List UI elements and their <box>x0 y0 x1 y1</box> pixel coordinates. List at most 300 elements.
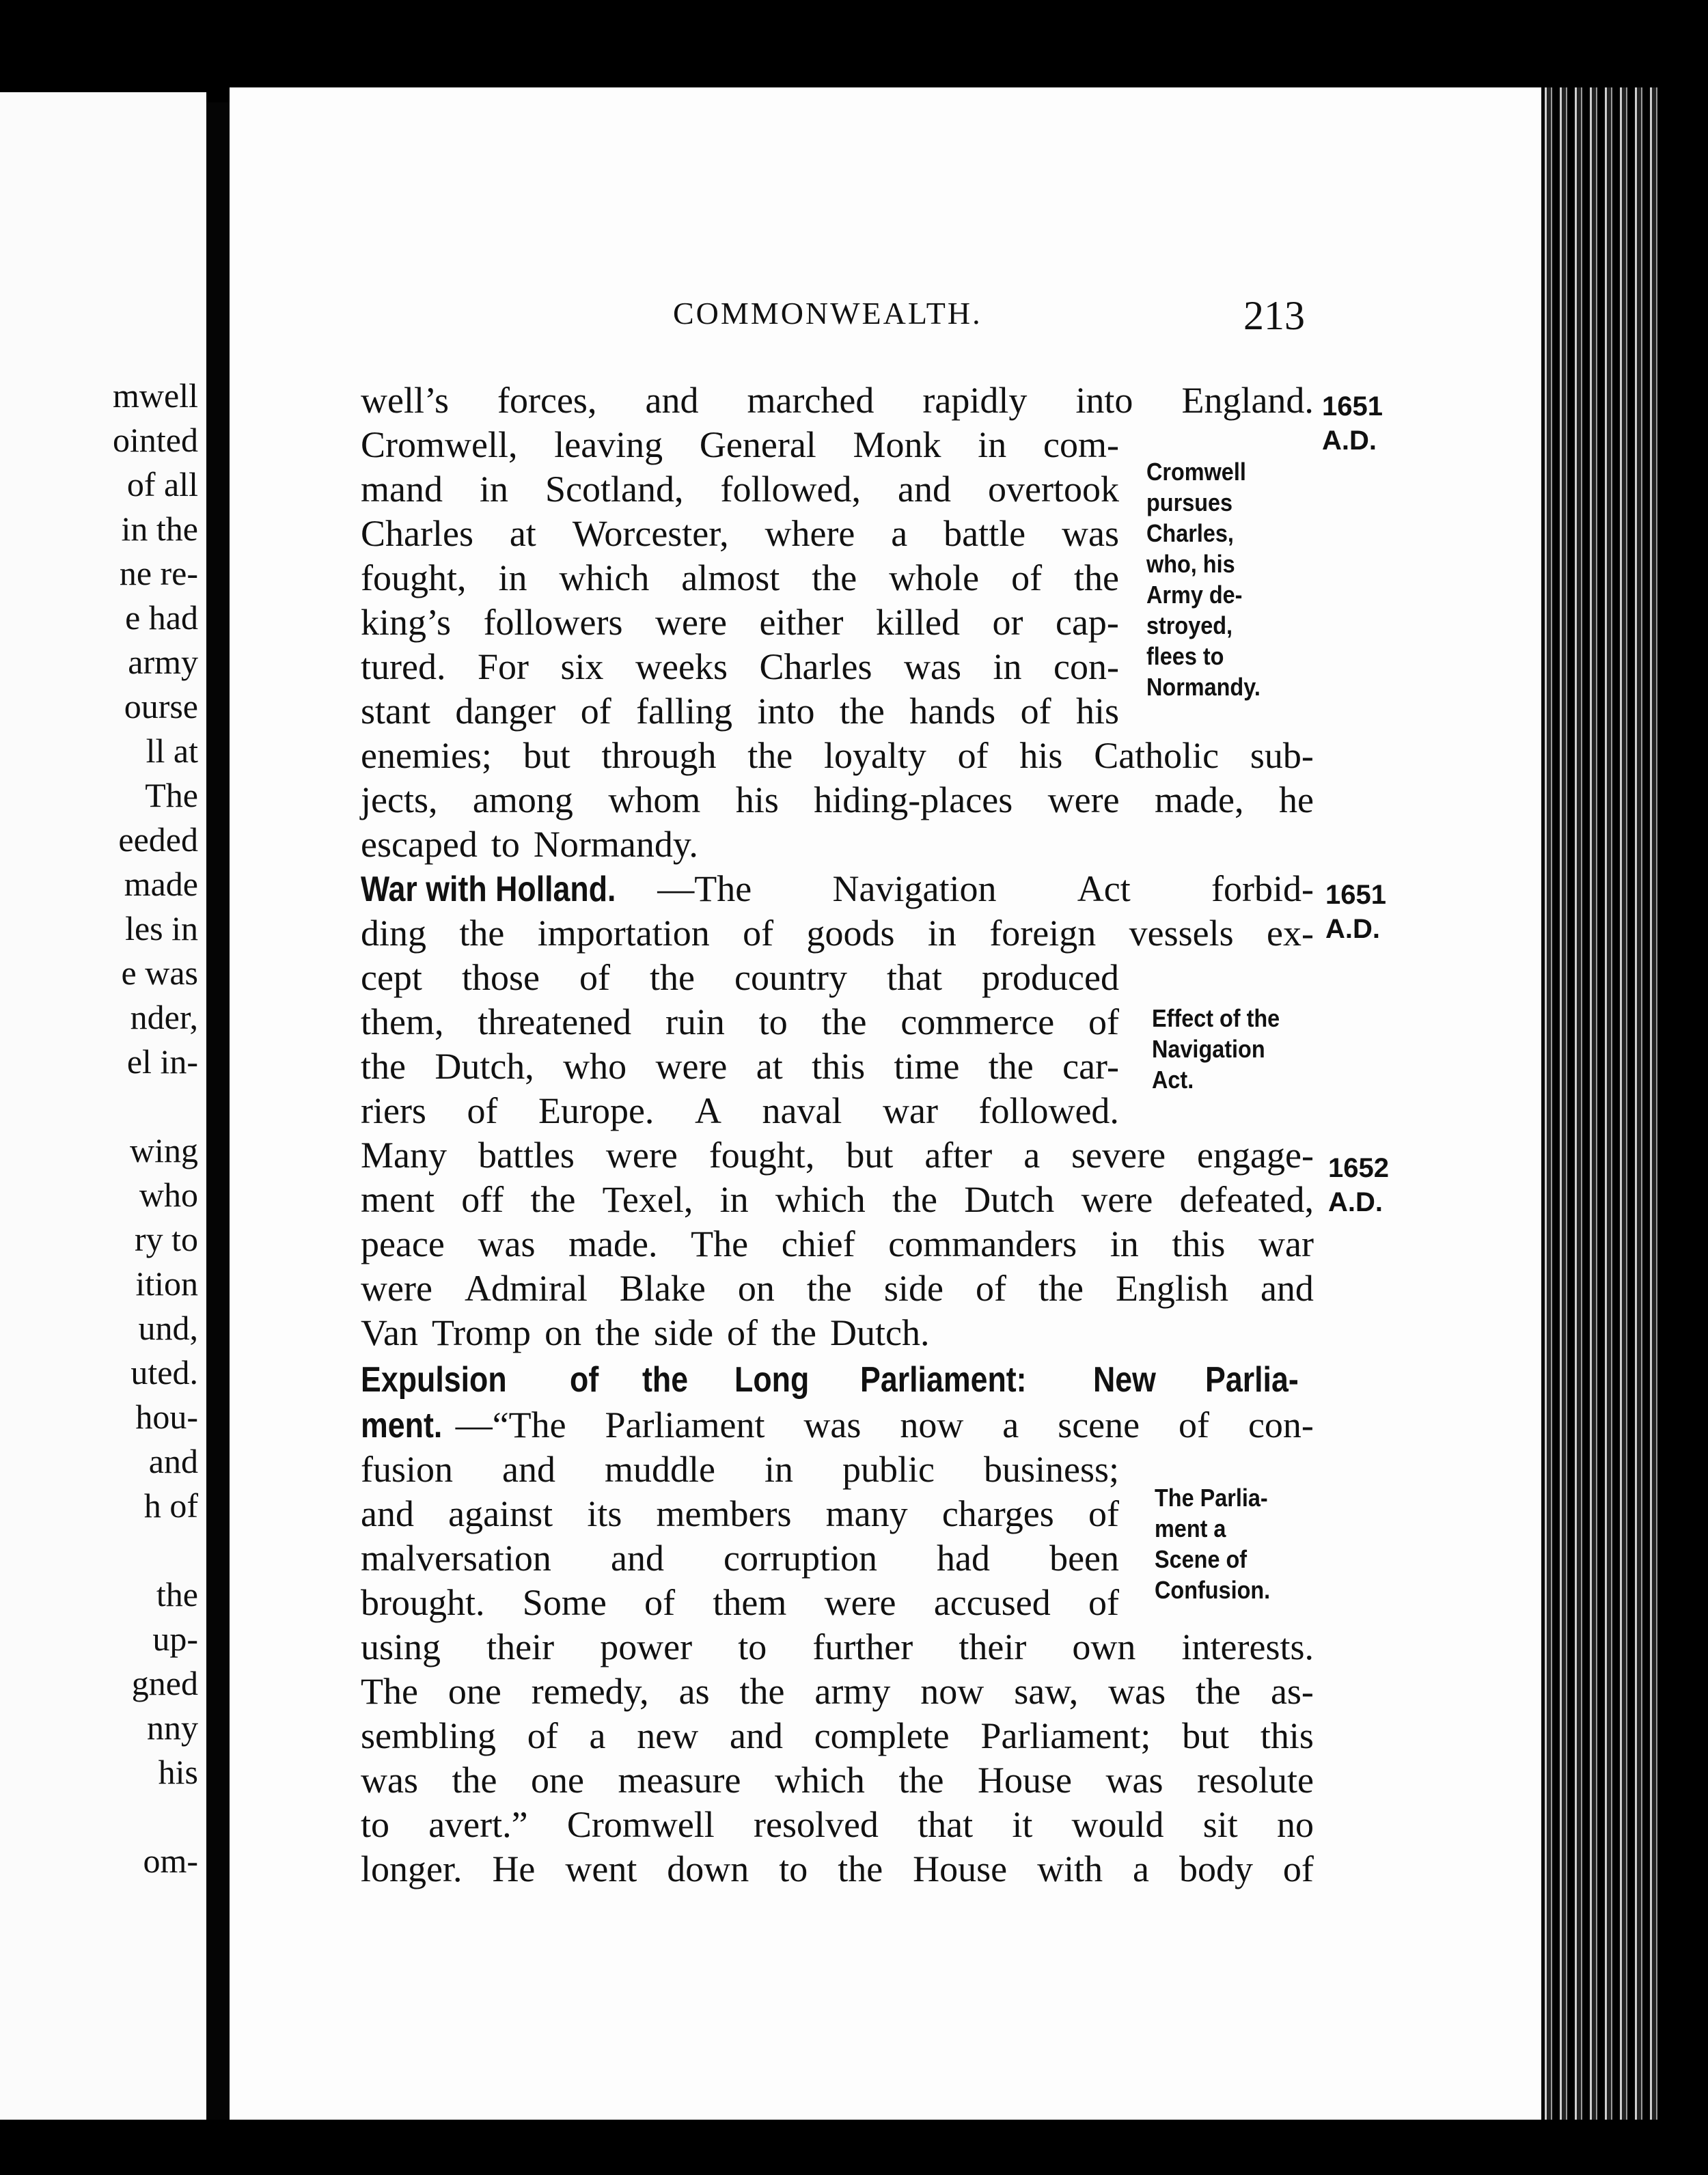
word: was <box>1108 1671 1166 1712</box>
word: charges <box>941 1493 1054 1534</box>
word: the <box>892 1179 937 1220</box>
word: rapidly <box>922 380 1028 421</box>
text-line <box>361 424 1119 467</box>
word: on <box>545 1312 582 1353</box>
word: went <box>565 1848 637 1889</box>
left-page-fragment: his <box>158 1753 198 1791</box>
text-line <box>361 1223 1314 1266</box>
word: but <box>523 735 570 776</box>
sidenote-navigation-act <box>1152 1003 1280 1095</box>
left-page-fragment: eeded <box>118 820 198 859</box>
sidenote-line: pursues <box>1146 488 1233 516</box>
word: own <box>1072 1626 1136 1667</box>
word: the <box>595 1312 641 1353</box>
word: and <box>729 1715 783 1756</box>
word: jects, <box>361 779 438 820</box>
text-line <box>361 823 1314 867</box>
left-page-fragment: in the <box>121 510 198 548</box>
text-line <box>361 1848 1314 1892</box>
word: members <box>656 1493 792 1534</box>
word: of <box>1088 1582 1119 1623</box>
year-text: 1651 <box>1322 391 1383 421</box>
text-line <box>361 956 1119 1000</box>
word: almost <box>681 557 780 598</box>
word: battle <box>943 513 1026 554</box>
word: to <box>738 1626 767 1667</box>
word: the <box>747 735 793 776</box>
word: well’s <box>361 380 449 421</box>
word: and <box>645 380 699 421</box>
word: the <box>806 1268 852 1309</box>
word: corruption <box>724 1538 877 1579</box>
word: which <box>774 1760 865 1801</box>
word: For <box>477 646 529 687</box>
word: and <box>361 1493 414 1534</box>
word: Cromwell <box>566 1804 715 1845</box>
word: but <box>1182 1715 1230 1756</box>
word: Expulsion <box>361 1360 507 1400</box>
sidenote-line: Scene of <box>1155 1545 1248 1573</box>
word: as- <box>1270 1671 1314 1712</box>
left-page-fragment: mwell <box>113 376 198 415</box>
word: made, <box>1155 779 1244 820</box>
word: the <box>452 1760 497 1801</box>
word: through <box>601 735 717 776</box>
word: to <box>361 1804 390 1845</box>
word: foreign <box>989 913 1097 954</box>
word: con- <box>1248 1404 1314 1445</box>
left-page-fragment: om- <box>143 1842 198 1880</box>
word: of <box>957 735 989 776</box>
word: cept <box>361 957 422 998</box>
word: of <box>467 1090 498 1131</box>
word: of <box>1088 1493 1119 1534</box>
word: War with Holland. —The <box>361 868 752 909</box>
word: of <box>1020 691 1051 732</box>
book-gutter <box>206 102 230 2131</box>
word: commanders <box>888 1223 1077 1264</box>
word: in <box>498 557 527 598</box>
left-page-fragment: e had <box>125 598 198 637</box>
word: one <box>447 1671 501 1712</box>
word: in <box>719 1179 749 1220</box>
text-line <box>361 1178 1314 1222</box>
word: fusion <box>361 1449 453 1490</box>
word: riers <box>361 1090 426 1131</box>
left-page-text <box>0 0 206 2175</box>
word: the <box>821 1001 867 1042</box>
word: resolved <box>754 1804 879 1845</box>
left-page-fragment: up- <box>152 1620 198 1658</box>
word: been <box>1049 1538 1119 1579</box>
word: fought, <box>708 1135 815 1176</box>
left-page-fragment: nder, <box>130 998 198 1036</box>
word: battles <box>478 1135 575 1176</box>
word: which <box>775 1179 866 1220</box>
word: the <box>739 1671 785 1712</box>
word: longer. <box>361 1848 463 1889</box>
word: made. <box>568 1223 658 1264</box>
word: who <box>563 1046 627 1087</box>
word: a <box>891 513 908 554</box>
word: to <box>779 1848 808 1889</box>
word: House <box>977 1760 1072 1801</box>
word: them, <box>361 1001 444 1042</box>
word: this <box>1260 1715 1314 1756</box>
word: down <box>667 1848 749 1889</box>
word: which <box>559 557 650 598</box>
word: com- <box>1043 424 1119 465</box>
word: marched <box>747 380 874 421</box>
left-page-fragment: the <box>156 1575 198 1613</box>
text-line <box>361 379 1314 423</box>
left-page-fragment: army <box>128 643 198 681</box>
word: resolute <box>1197 1760 1314 1801</box>
word: danger <box>455 691 556 732</box>
word: Navigation <box>832 868 997 909</box>
text-line <box>361 734 1314 778</box>
word: followed. <box>978 1090 1119 1131</box>
left-page-fragment: les in <box>125 909 198 947</box>
word: Worcester, <box>572 513 729 554</box>
word: in <box>927 913 956 954</box>
left-page-fragment: e was <box>121 954 198 992</box>
word: engage- <box>1197 1135 1314 1176</box>
word: muddle <box>604 1449 715 1490</box>
word: The <box>691 1223 749 1264</box>
word: saw, <box>1014 1671 1079 1712</box>
word: weeks <box>635 646 728 687</box>
text-line <box>361 1537 1119 1581</box>
text-line <box>361 1134 1314 1178</box>
word: body <box>1179 1848 1253 1889</box>
word: Texel, <box>602 1179 693 1220</box>
word: were <box>655 602 727 643</box>
word: forbid- <box>1211 868 1314 909</box>
word: sit <box>1202 1804 1238 1845</box>
word: their <box>486 1626 555 1667</box>
word: it <box>1012 1804 1033 1845</box>
word: Van <box>361 1312 418 1353</box>
word: severe <box>1071 1135 1166 1176</box>
word: king’s <box>361 602 452 643</box>
word: followers <box>483 602 623 643</box>
word: overtook <box>987 469 1119 510</box>
word: was <box>903 646 961 687</box>
word: was <box>361 1760 418 1801</box>
word: six <box>560 646 604 687</box>
word: vessels <box>1129 913 1234 954</box>
word: Dutch, <box>435 1046 534 1087</box>
word: falling <box>636 691 733 732</box>
text-line <box>361 646 1119 689</box>
word: car- <box>1062 1046 1119 1087</box>
sidenote-line: Cromwell <box>1146 458 1246 486</box>
text-line <box>361 912 1314 956</box>
word: a <box>1023 1135 1041 1176</box>
word: now <box>900 1404 964 1445</box>
text-line <box>361 1404 1314 1447</box>
word: ruin <box>665 1001 725 1042</box>
text-line <box>361 690 1119 734</box>
left-page-fragment: of all <box>126 465 198 503</box>
sidenote-line: The Parlia- <box>1155 1484 1268 1512</box>
word: New <box>1092 1360 1156 1400</box>
word: Normandy. <box>533 824 698 865</box>
word: of <box>743 913 774 954</box>
word: ex- <box>1267 913 1314 954</box>
left-page-fragment: h of <box>143 1486 198 1525</box>
word: commerce <box>900 1001 1055 1042</box>
left-page-fragment: ourse <box>124 687 198 725</box>
word: this <box>812 1046 866 1087</box>
word: of <box>727 1312 758 1353</box>
word: mand <box>361 469 443 510</box>
left-page-fragment: ll at <box>146 732 198 770</box>
word: those <box>461 957 540 998</box>
text-line <box>361 1715 1314 1758</box>
year-marker <box>1325 878 1386 946</box>
left-page-fragment: ry to <box>134 1220 198 1258</box>
year-marker <box>1322 389 1383 458</box>
word: England. <box>1181 380 1314 421</box>
word: either <box>759 602 844 643</box>
word: off <box>461 1179 504 1220</box>
word: a <box>1133 1848 1150 1889</box>
word: Dutch <box>964 1179 1055 1220</box>
word: in <box>993 646 1022 687</box>
word: scene <box>1058 1404 1140 1445</box>
word: stant <box>361 691 430 732</box>
word: Charles <box>759 646 872 687</box>
word: whom <box>608 779 701 820</box>
word: was <box>1105 1760 1163 1801</box>
word: The <box>361 1671 418 1712</box>
word: among <box>472 779 573 820</box>
word: at <box>509 513 536 554</box>
text-line <box>361 1803 1314 1847</box>
word: Scotland, <box>545 469 684 510</box>
word: time <box>894 1046 960 1087</box>
word: war <box>882 1090 938 1131</box>
word: where <box>765 513 855 554</box>
sidenote-line: stroyed, <box>1146 611 1233 639</box>
word: at <box>756 1046 783 1087</box>
sidenote-line: Act. <box>1152 1066 1194 1094</box>
word: the <box>812 557 857 598</box>
page-edges <box>1541 87 1664 2120</box>
word: escaped <box>361 824 478 865</box>
word: ment. —“The <box>361 1404 566 1445</box>
word: business; <box>983 1449 1119 1490</box>
word: power <box>600 1626 693 1667</box>
word: the <box>988 1046 1034 1087</box>
word: Parliament: <box>860 1360 1028 1400</box>
left-page-fragment: uted. <box>130 1353 198 1391</box>
word: cap- <box>1056 602 1119 643</box>
word: followed, <box>720 469 861 510</box>
left-page-fragment: und, <box>138 1309 198 1347</box>
word: accused <box>933 1582 1051 1623</box>
word: were <box>361 1268 432 1309</box>
word: the <box>839 691 885 732</box>
word: of <box>1179 1404 1210 1445</box>
word: Cromwell, <box>361 424 518 465</box>
word: peace <box>361 1223 445 1264</box>
word: interests. <box>1181 1626 1314 1667</box>
word: after <box>924 1135 993 1176</box>
word: the <box>1038 1268 1084 1309</box>
text-line <box>361 557 1119 600</box>
word: of <box>1011 557 1043 598</box>
word: into <box>757 691 815 732</box>
word: were <box>655 1046 728 1087</box>
text-line <box>361 468 1119 512</box>
word: Blake <box>619 1268 706 1309</box>
word: sub- <box>1250 735 1314 776</box>
era-text: A.D. <box>1322 426 1377 456</box>
year-marker <box>1328 1151 1389 1219</box>
word: further <box>812 1626 913 1667</box>
word: Long <box>734 1360 810 1400</box>
text-line <box>361 1759 1314 1803</box>
text-line <box>361 1670 1314 1714</box>
word: Tromp <box>431 1312 532 1353</box>
word: and <box>1260 1268 1314 1309</box>
sidenote-line: Charles, <box>1146 519 1234 547</box>
word: leaving <box>554 424 663 465</box>
word: threatened <box>478 1001 632 1042</box>
text-line <box>361 601 1119 645</box>
word: of <box>580 691 611 732</box>
word: but <box>846 1135 894 1176</box>
word: naval <box>762 1090 842 1131</box>
word: his <box>1019 735 1063 776</box>
word: the <box>838 1848 883 1889</box>
word: army <box>814 1671 891 1712</box>
word: in <box>1110 1223 1139 1264</box>
word: hands <box>909 691 996 732</box>
word: and <box>898 469 951 510</box>
word: killed <box>875 602 960 643</box>
word: his <box>1075 691 1119 732</box>
running-head: COMMONWEALTH. <box>673 296 982 331</box>
text-line <box>361 1493 1119 1536</box>
text-line <box>361 1359 1314 1403</box>
left-page-fragment: gned <box>131 1664 198 1702</box>
word: with <box>1037 1848 1103 1889</box>
sidenote-line: Navigation <box>1152 1035 1265 1063</box>
word: that <box>887 957 943 998</box>
word: no <box>1276 1804 1314 1845</box>
word: of <box>1088 1001 1119 1042</box>
word: remedy, <box>531 1671 649 1712</box>
text-line <box>361 1001 1119 1044</box>
word: was <box>803 1404 862 1445</box>
word: was <box>1062 513 1119 554</box>
word: had <box>937 1538 990 1579</box>
sidenote-line: Normandy. <box>1146 673 1261 701</box>
word: General <box>699 424 816 465</box>
sidenote-parliament-confusion <box>1155 1482 1270 1605</box>
word: against <box>448 1493 553 1534</box>
word: con- <box>1053 646 1119 687</box>
word: the <box>530 1179 576 1220</box>
sidenote-cromwell-pursues <box>1146 456 1261 702</box>
word: the <box>650 957 695 998</box>
word: was <box>478 1223 536 1264</box>
word: country <box>734 957 847 998</box>
word: the <box>898 1760 944 1801</box>
text-line <box>361 779 1314 822</box>
text-line <box>361 1267 1314 1311</box>
left-page-fragment: and <box>148 1442 198 1480</box>
word: ment <box>361 1179 435 1220</box>
left-page-fragment: nny <box>147 1708 198 1747</box>
word: House <box>913 1848 1008 1889</box>
word: Europe. <box>538 1090 655 1131</box>
word: avert.” <box>428 1804 528 1845</box>
sidenote-line: Confusion. <box>1155 1576 1271 1604</box>
word: sembling <box>361 1715 496 1756</box>
word: and <box>502 1449 555 1490</box>
text-line <box>361 1448 1119 1492</box>
word: Act <box>1077 868 1131 909</box>
year-text: 1652 <box>1328 1153 1389 1183</box>
word: Admiral <box>464 1268 588 1309</box>
word: as <box>678 1671 710 1712</box>
word: whole <box>889 557 980 598</box>
word: many <box>825 1493 908 1534</box>
word: English <box>1115 1268 1228 1309</box>
word: chief <box>781 1223 855 1264</box>
text-line <box>361 1581 1119 1625</box>
word: or <box>992 602 1023 643</box>
word: to <box>491 824 520 865</box>
text-line <box>361 868 1314 911</box>
word: tured. <box>361 646 446 687</box>
word: and <box>610 1538 664 1579</box>
word: He <box>492 1848 536 1889</box>
word: in <box>764 1449 793 1490</box>
left-page-fragment: The <box>145 776 198 814</box>
word: loyalty <box>823 735 926 776</box>
word: the <box>771 1312 817 1353</box>
word: using <box>361 1626 441 1667</box>
word: Parlia- <box>1205 1360 1299 1400</box>
word: would <box>1071 1804 1164 1845</box>
word: their <box>959 1626 1027 1667</box>
left-page-fragment: ition <box>135 1264 198 1303</box>
word: defeated, <box>1179 1179 1314 1220</box>
word: produced <box>982 957 1119 998</box>
word: one <box>531 1760 584 1801</box>
left-page-fragment: el in- <box>126 1042 198 1081</box>
word: on <box>737 1268 775 1309</box>
text-line <box>361 1626 1314 1670</box>
word: importation <box>537 913 710 954</box>
left-page-fragment: ointed <box>113 421 198 459</box>
word: forces, <box>497 380 597 421</box>
word: goods <box>806 913 895 954</box>
word: the <box>459 913 505 954</box>
word: malversation <box>361 1538 551 1579</box>
word: side <box>654 1312 714 1353</box>
word: of <box>579 957 610 998</box>
word: the <box>1073 557 1119 598</box>
text-line <box>361 1312 1314 1355</box>
word: Catholic <box>1094 735 1220 776</box>
